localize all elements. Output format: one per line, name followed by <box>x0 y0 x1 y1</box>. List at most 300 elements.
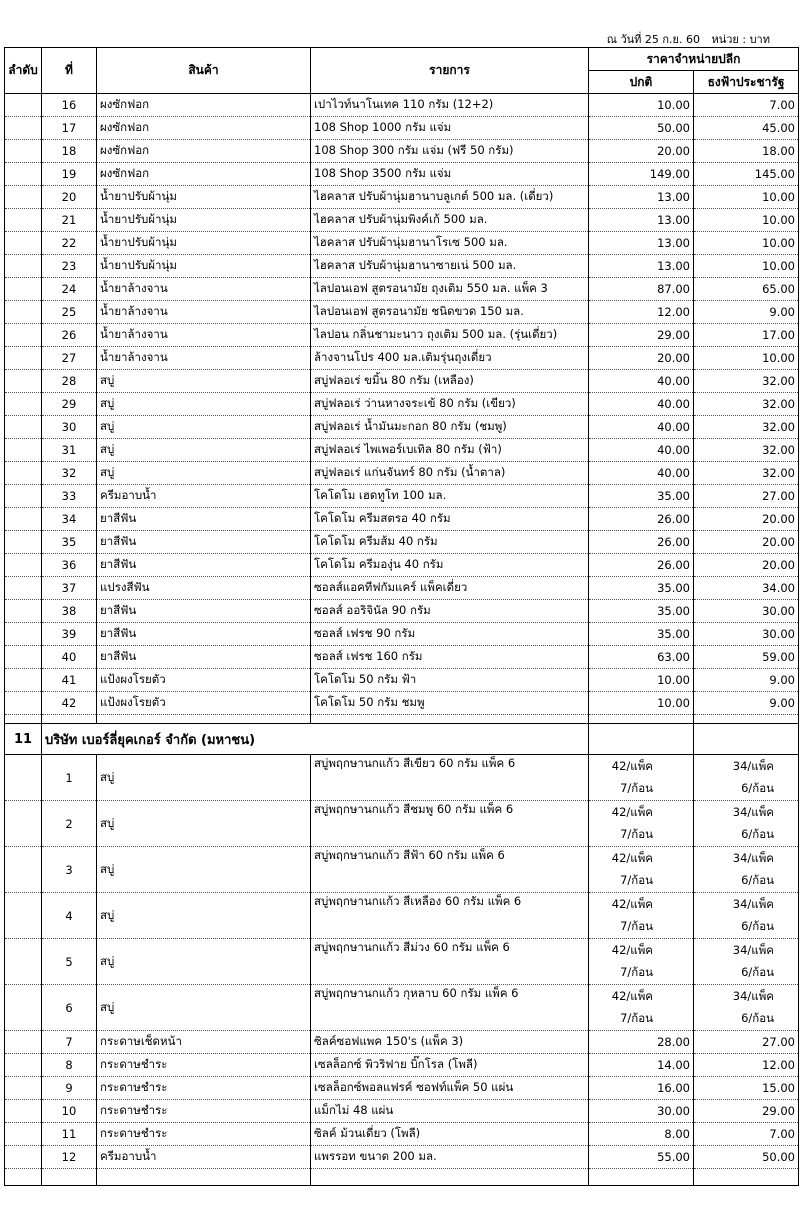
table-row <box>5 255 799 278</box>
table-row <box>5 939 799 985</box>
item-cell: โคโดโม ครีมสตรอ 40 กรัม <box>311 508 589 531</box>
item-cell: ไลปอนเอฟ สูตรอนามัย ชนิดขวด 150 มล. <box>311 301 589 324</box>
item-cell: สบู่พฤกษานกแก้ว สีเขียว 60 กรัม แพ็ค 6 <box>311 755 589 801</box>
item-cell: เซลล็อกซ์พอลแฟรค์ ซอฟท์แพ็ค 50 แผ่น <box>311 1077 589 1100</box>
seq-cell <box>5 600 42 623</box>
normal-price-cell: 40.00 <box>589 462 694 485</box>
pack-price: 34/แพ็ค <box>732 851 774 865</box>
no-cell: 35 <box>42 531 97 554</box>
product-cell: สบู่ <box>97 462 311 485</box>
seq-cell <box>5 462 42 485</box>
flag-price-cell: 27.00 <box>694 1031 799 1054</box>
item-cell: โคโดโม 50 กรัม ฟ้า <box>311 669 589 692</box>
pack-price: 42/แพ็ค <box>611 943 653 957</box>
seq-cell <box>5 232 42 255</box>
spacer-cell <box>42 715 97 724</box>
seq-cell <box>5 485 42 508</box>
normal-price-cell: 35.00 <box>589 577 694 600</box>
unit-price: 6/ก้อน <box>741 873 774 887</box>
table-row <box>5 893 799 939</box>
product-cell: ครีมอาบน้ำ <box>97 1146 311 1169</box>
no-cell: 33 <box>42 485 97 508</box>
no-cell: 5 <box>42 939 97 985</box>
seq-cell <box>5 893 42 939</box>
flag-price-cell: 20.00 <box>694 554 799 577</box>
flag-price-cell: 45.00 <box>694 117 799 140</box>
col-normal: ปกติ <box>589 71 694 94</box>
unit-price: 7/ก้อน <box>620 919 653 933</box>
flag-price-cell: 10.00 <box>694 186 799 209</box>
flag-price-cell: 9.00 <box>694 692 799 715</box>
col-price-group: ราคาจำหน่ายปลีก <box>589 48 799 71</box>
item-cell: ซอลส์แอคทีฟกัมแคร์ แพ็คเดี่ยว <box>311 577 589 600</box>
table-row <box>5 623 799 646</box>
flag-price-cell: 32.00 <box>694 439 799 462</box>
flag-price-cell: 9.00 <box>694 301 799 324</box>
flag-price-cell: 12.00 <box>694 1054 799 1077</box>
seq-cell <box>5 847 42 893</box>
product-cell: กระดาษชำระ <box>97 1077 311 1100</box>
unit-label: หน่วย : บาท <box>711 33 770 46</box>
flag-price-cell: 18.00 <box>694 140 799 163</box>
table-row <box>5 692 799 715</box>
item-cell: 108 Shop 3500 กรัม แจ่ม <box>311 163 589 186</box>
flag-price-cell: 20.00 <box>694 531 799 554</box>
normal-price-cell: 35.00 <box>589 600 694 623</box>
table-row <box>5 347 799 370</box>
product-cell: สบู่ <box>97 847 311 893</box>
seq-cell <box>5 554 42 577</box>
item-cell: สบู่พฤกษานกแก้ว สีเหลือง 60 กรัม แพ็ค 6 <box>311 893 589 939</box>
unit-price: 6/ก้อน <box>741 965 774 979</box>
no-cell: 2 <box>42 801 97 847</box>
seq-cell <box>5 1077 42 1100</box>
table-row <box>5 301 799 324</box>
normal-price-cell: 40.00 <box>589 439 694 462</box>
product-cell: ยาสีฟัน <box>97 646 311 669</box>
header-note <box>599 30 770 48</box>
item-cell: ไลปอนเอฟ สูตรอนามัย ถุงเติม 550 มล. แพ็ค 3 <box>311 278 589 301</box>
no-cell: 37 <box>42 577 97 600</box>
table-row <box>5 669 799 692</box>
item-cell: โคโดโม 50 กรัม ชมพู <box>311 692 589 715</box>
product-cell: สบู่ <box>97 416 311 439</box>
seq-cell <box>5 1146 42 1169</box>
item-cell: สบู่ฟลอเร่ ขมิ้น 80 กรัม (เหลือง) <box>311 370 589 393</box>
pack-price: 42/แพ็ค <box>611 989 653 1003</box>
no-cell: 12 <box>42 1146 97 1169</box>
item-cell: 108 Shop 1000 กรัม แจ่ม <box>311 117 589 140</box>
product-cell: กระดาษชำระ <box>97 1054 311 1077</box>
table-row <box>5 1031 799 1054</box>
pack-price: 34/แพ็ค <box>732 805 774 819</box>
normal-price-cell: 13.00 <box>589 186 694 209</box>
flag-price-cell: 10.00 <box>694 209 799 232</box>
no-cell: 42 <box>42 692 97 715</box>
product-cell: ผงซักฟอก <box>97 140 311 163</box>
flag-price-cell: 10.00 <box>694 232 799 255</box>
unit-price: 7/ก้อน <box>620 827 653 841</box>
seq-cell <box>5 577 42 600</box>
item-cell: แพรรอท ขนาด 200 มล. <box>311 1146 589 1169</box>
product-cell: ครีมอาบน้ำ <box>97 485 311 508</box>
table-row <box>5 140 799 163</box>
product-cell: ยาสีฟัน <box>97 531 311 554</box>
normal-price-cell: 40.00 <box>589 416 694 439</box>
flag-price-cell: 65.00 <box>694 278 799 301</box>
no-cell: 32 <box>42 462 97 485</box>
product-cell: แป้งผงโรยตัว <box>97 669 311 692</box>
item-cell: สบู่ฟลอเร่ แก่นจันทร์ 80 กรัม (น้ำตาล) <box>311 462 589 485</box>
seq-cell <box>5 301 42 324</box>
no-cell: 7 <box>42 1031 97 1054</box>
seq-cell <box>5 439 42 462</box>
no-cell: 6 <box>42 985 97 1031</box>
seq-cell <box>5 347 42 370</box>
flag-price-cell: 30.00 <box>694 600 799 623</box>
flag-price-cell: 32.00 <box>694 416 799 439</box>
normal-price-cell: 10.00 <box>589 94 694 117</box>
no-cell: 26 <box>42 324 97 347</box>
seq-cell <box>5 393 42 416</box>
normal-price-cell: 16.00 <box>589 1077 694 1100</box>
normal-price-cell: 55.00 <box>589 1146 694 1169</box>
seq-cell <box>5 669 42 692</box>
flag-price-cell: 145.00 <box>694 163 799 186</box>
item-cell: ไฮคลาส ปรับผ้านุ่มฮานาโรเซ 500 มล. <box>311 232 589 255</box>
flag-price-cell: 34.00 <box>694 577 799 600</box>
item-cell: ซอลส์ เฟรช 160 กรัม <box>311 646 589 669</box>
date-label: ณ วันที่ 25 ก.ย. 60 <box>606 33 700 46</box>
no-cell: 22 <box>42 232 97 255</box>
flag-price-cell: 30.00 <box>694 623 799 646</box>
flag-price-cell <box>694 985 799 1031</box>
unit-price: 6/ก้อน <box>741 1011 774 1025</box>
spacer-cell <box>694 715 799 724</box>
end-cell <box>5 1169 42 1186</box>
no-cell: 29 <box>42 393 97 416</box>
product-cell: ผงซักฟอก <box>97 117 311 140</box>
table-row <box>5 847 799 893</box>
flag-price-cell <box>694 755 799 801</box>
unit-price: 7/ก้อน <box>620 781 653 795</box>
table-row <box>5 1077 799 1100</box>
product-cell: สบู่ <box>97 939 311 985</box>
table-row <box>5 577 799 600</box>
table-row <box>5 232 799 255</box>
seq-cell <box>5 531 42 554</box>
normal-price-cell <box>589 893 694 939</box>
normal-price-cell: 29.00 <box>589 324 694 347</box>
spacer-cell <box>311 715 589 724</box>
normal-price-cell: 30.00 <box>589 1100 694 1123</box>
product-cell: สบู่ <box>97 393 311 416</box>
item-cell: ไฮคลาส ปรับผ้านุ่มฮานาซายเน่ 500 มล. <box>311 255 589 278</box>
flag-price-cell <box>694 847 799 893</box>
group-name-cell: บริษัท เบอร์ลี่ยุคเกอร์ จำกัด (มหาชน) <box>42 724 589 755</box>
normal-price-cell: 50.00 <box>589 117 694 140</box>
group-row <box>5 724 799 755</box>
pack-price: 34/แพ็ค <box>732 759 774 773</box>
flag-price-cell: 10.00 <box>694 255 799 278</box>
no-cell: 36 <box>42 554 97 577</box>
flag-price-cell: 27.00 <box>694 485 799 508</box>
product-cell: สบู่ <box>97 893 311 939</box>
product-cell: น้ำยาปรับผ้านุ่ม <box>97 232 311 255</box>
unit-price: 6/ก้อน <box>741 919 774 933</box>
seq-cell <box>5 801 42 847</box>
table-row <box>5 163 799 186</box>
pack-price: 42/แพ็ค <box>611 897 653 911</box>
no-cell: 3 <box>42 847 97 893</box>
no-cell: 41 <box>42 669 97 692</box>
no-cell: 19 <box>42 163 97 186</box>
spacer-cell <box>5 715 42 724</box>
no-cell: 40 <box>42 646 97 669</box>
item-cell: ไฮคลาส ปรับผ้านุ่มพิงค์เก้ 500 มล. <box>311 209 589 232</box>
item-cell: แม็กไม่ 48 แผ่น <box>311 1100 589 1123</box>
seq-cell <box>5 1054 42 1077</box>
normal-price-cell: 14.00 <box>589 1054 694 1077</box>
seq-cell <box>5 163 42 186</box>
table-row <box>5 1054 799 1077</box>
normal-price-cell: 28.00 <box>589 1031 694 1054</box>
item-cell: โคโดโม ครีมองุ่น 40 กรัม <box>311 554 589 577</box>
normal-price-cell: 26.00 <box>589 554 694 577</box>
end-cell <box>694 1169 799 1186</box>
seq-cell <box>5 370 42 393</box>
no-cell: 18 <box>42 140 97 163</box>
flag-price-cell: 32.00 <box>694 393 799 416</box>
product-cell: ผงซักฟอก <box>97 94 311 117</box>
table-row <box>5 462 799 485</box>
item-cell: ซิลค์ ม้วนเดี่ยว (โพลี) <box>311 1123 589 1146</box>
unit-price: 7/ก้อน <box>620 1011 653 1025</box>
pack-price: 34/แพ็ค <box>732 943 774 957</box>
unit-price: 7/ก้อน <box>620 965 653 979</box>
flag-price-cell <box>694 801 799 847</box>
seq-cell <box>5 209 42 232</box>
no-cell: 27 <box>42 347 97 370</box>
end-cell <box>589 1169 694 1186</box>
product-cell: กระดาษเช็ดหน้า <box>97 1031 311 1054</box>
product-cell: น้ำยาล้างจาน <box>97 278 311 301</box>
pack-price: 42/แพ็ค <box>611 759 653 773</box>
no-cell: 11 <box>42 1123 97 1146</box>
seq-cell <box>5 186 42 209</box>
group-empty-cell <box>589 724 694 755</box>
table-row <box>5 186 799 209</box>
col-seq: ลำดับ <box>5 48 42 94</box>
flag-price-cell: 32.00 <box>694 370 799 393</box>
no-cell: 4 <box>42 893 97 939</box>
table-row <box>5 755 799 801</box>
table-row <box>5 1100 799 1123</box>
table-row <box>5 600 799 623</box>
spacer-cell <box>97 715 311 724</box>
normal-price-cell: 8.00 <box>589 1123 694 1146</box>
seq-cell <box>5 255 42 278</box>
normal-price-cell: 26.00 <box>589 531 694 554</box>
no-cell: 21 <box>42 209 97 232</box>
item-cell: ซอลส์ เฟรช 90 กรัม <box>311 623 589 646</box>
table-row <box>5 278 799 301</box>
table-row <box>5 531 799 554</box>
table-row <box>5 393 799 416</box>
item-cell: สบู่ฟลอเร่ ไพเพอร์เบเทิล 80 กรัม (ฟ้า) <box>311 439 589 462</box>
flag-price-cell: 17.00 <box>694 324 799 347</box>
no-cell: 30 <box>42 416 97 439</box>
end-cell <box>311 1169 589 1186</box>
product-cell: ยาสีฟัน <box>97 600 311 623</box>
flag-price-cell: 59.00 <box>694 646 799 669</box>
normal-price-cell: 40.00 <box>589 393 694 416</box>
no-cell: 24 <box>42 278 97 301</box>
table-row <box>5 646 799 669</box>
normal-price-cell: 35.00 <box>589 485 694 508</box>
seq-cell <box>5 278 42 301</box>
table-row <box>5 370 799 393</box>
normal-price-cell <box>589 985 694 1031</box>
product-cell: แปรงสีฟัน <box>97 577 311 600</box>
item-cell: ซอลส์ ออริจินัล 90 กรัม <box>311 600 589 623</box>
product-cell: สบู่ <box>97 370 311 393</box>
table-row <box>5 117 799 140</box>
no-cell: 10 <box>42 1100 97 1123</box>
col-item: รายการ <box>311 48 589 94</box>
product-cell: น้ำยาปรับผ้านุ่ม <box>97 186 311 209</box>
product-cell: ยาสีฟัน <box>97 623 311 646</box>
item-cell: โคโดโม เฮดทูโท 100 มล. <box>311 485 589 508</box>
product-cell: น้ำยาปรับผ้านุ่ม <box>97 209 311 232</box>
group-empty-cell <box>694 724 799 755</box>
price-table <box>4 47 799 1186</box>
table-row <box>5 1146 799 1169</box>
flag-price-cell: 32.00 <box>694 462 799 485</box>
item-cell: ซิลค์ซอฟแพค 150's (แพ็ค 3) <box>311 1031 589 1054</box>
table-row <box>5 801 799 847</box>
item-cell: สบู่พฤกษานกแก้ว สีชมพู 60 กรัม แพ็ค 6 <box>311 801 589 847</box>
item-cell: สบู่พฤกษานกแก้ว สีม่วง 60 กรัม แพ็ค 6 <box>311 939 589 985</box>
item-cell: สบู่ฟลอเร่ ว่านหางจระเข้ 80 กรัม (เขียว) <box>311 393 589 416</box>
table-row <box>5 985 799 1031</box>
table-row <box>5 94 799 117</box>
normal-price-cell: 35.00 <box>589 623 694 646</box>
normal-price-cell: 63.00 <box>589 646 694 669</box>
item-cell: ล้างจานโปร 400 มล.เติมรุ่นถุงเดี่ยว <box>311 347 589 370</box>
flag-price-cell: 50.00 <box>694 1146 799 1169</box>
item-cell: เซลล็อกซ์ พิวริฟาย บิ๊กโรล (โพลี) <box>311 1054 589 1077</box>
col-flag: ธงฟ้าประชารัฐ <box>694 71 799 94</box>
no-cell: 25 <box>42 301 97 324</box>
col-product: สินค้า <box>97 48 311 94</box>
normal-price-cell: 20.00 <box>589 347 694 370</box>
seq-cell <box>5 324 42 347</box>
seq-cell <box>5 939 42 985</box>
item-cell: โคโดโม ครีมส้ม 40 กรัม <box>311 531 589 554</box>
flag-price-cell <box>694 893 799 939</box>
flag-price-cell: 7.00 <box>694 1123 799 1146</box>
flag-price-cell: 29.00 <box>694 1100 799 1123</box>
normal-price-cell: 12.00 <box>589 301 694 324</box>
flag-price-cell: 7.00 <box>694 94 799 117</box>
unit-price: 7/ก้อน <box>620 873 653 887</box>
product-cell: น้ำยาล้างจาน <box>97 324 311 347</box>
no-cell: 39 <box>42 623 97 646</box>
seq-cell <box>5 623 42 646</box>
normal-price-cell: 149.00 <box>589 163 694 186</box>
seq-cell <box>5 692 42 715</box>
normal-price-cell: 13.00 <box>589 255 694 278</box>
item-cell: ไฮคลาส ปรับผ้านุ่มฮานาบลูเกต์ 500 มล. (เดี่ยว) <box>311 186 589 209</box>
table-row <box>5 439 799 462</box>
pack-price: 34/แพ็ค <box>732 897 774 911</box>
normal-price-cell <box>589 801 694 847</box>
seq-cell <box>5 94 42 117</box>
group-seq-cell: 11 <box>5 724 42 755</box>
table-row <box>5 554 799 577</box>
normal-price-cell: 13.00 <box>589 232 694 255</box>
flag-price-cell: 9.00 <box>694 669 799 692</box>
product-cell: น้ำยาล้างจาน <box>97 347 311 370</box>
product-cell: สบู่ <box>97 801 311 847</box>
pack-price: 42/แพ็ค <box>611 805 653 819</box>
product-cell: สบู่ <box>97 755 311 801</box>
no-cell: 34 <box>42 508 97 531</box>
no-cell: 38 <box>42 600 97 623</box>
pack-price: 34/แพ็ค <box>732 989 774 1003</box>
product-cell: แป้งผงโรยตัว <box>97 692 311 715</box>
normal-price-cell: 10.00 <box>589 692 694 715</box>
seq-cell <box>5 117 42 140</box>
product-cell: กระดาษชำระ <box>97 1123 311 1146</box>
table-row <box>5 1123 799 1146</box>
normal-price-cell: 26.00 <box>589 508 694 531</box>
product-cell: น้ำยาล้างจาน <box>97 301 311 324</box>
seq-cell <box>5 755 42 801</box>
seq-cell <box>5 508 42 531</box>
flag-price-cell: 15.00 <box>694 1077 799 1100</box>
item-cell: เปาไวท์นาโนเทค 110 กรัม (12+2) <box>311 94 589 117</box>
product-cell: ยาสีฟัน <box>97 554 311 577</box>
no-cell: 23 <box>42 255 97 278</box>
table-row <box>5 485 799 508</box>
end-cell <box>42 1169 97 1186</box>
col-no: ที่ <box>42 48 97 94</box>
no-cell: 9 <box>42 1077 97 1100</box>
no-cell: 31 <box>42 439 97 462</box>
seq-cell <box>5 646 42 669</box>
no-cell: 16 <box>42 94 97 117</box>
table-row <box>5 209 799 232</box>
product-cell: ยาสีฟัน <box>97 508 311 531</box>
item-cell: สบู่พฤกษานกแก้ว สีฟ้า 60 กรัม แพ็ค 6 <box>311 847 589 893</box>
flag-price-cell <box>694 939 799 985</box>
flag-price-cell: 10.00 <box>694 347 799 370</box>
table-row <box>5 416 799 439</box>
no-cell: 28 <box>42 370 97 393</box>
product-cell: สบู่ <box>97 439 311 462</box>
item-cell: สบู่ฟลอเร่ น้ำมันมะกอก 80 กรัม (ชมพู) <box>311 416 589 439</box>
table-row <box>5 324 799 347</box>
unit-price: 6/ก้อน <box>741 827 774 841</box>
flag-price-cell: 20.00 <box>694 508 799 531</box>
no-cell: 8 <box>42 1054 97 1077</box>
spacer-cell <box>589 715 694 724</box>
no-cell: 17 <box>42 117 97 140</box>
normal-price-cell: 13.00 <box>589 209 694 232</box>
seq-cell <box>5 1100 42 1123</box>
